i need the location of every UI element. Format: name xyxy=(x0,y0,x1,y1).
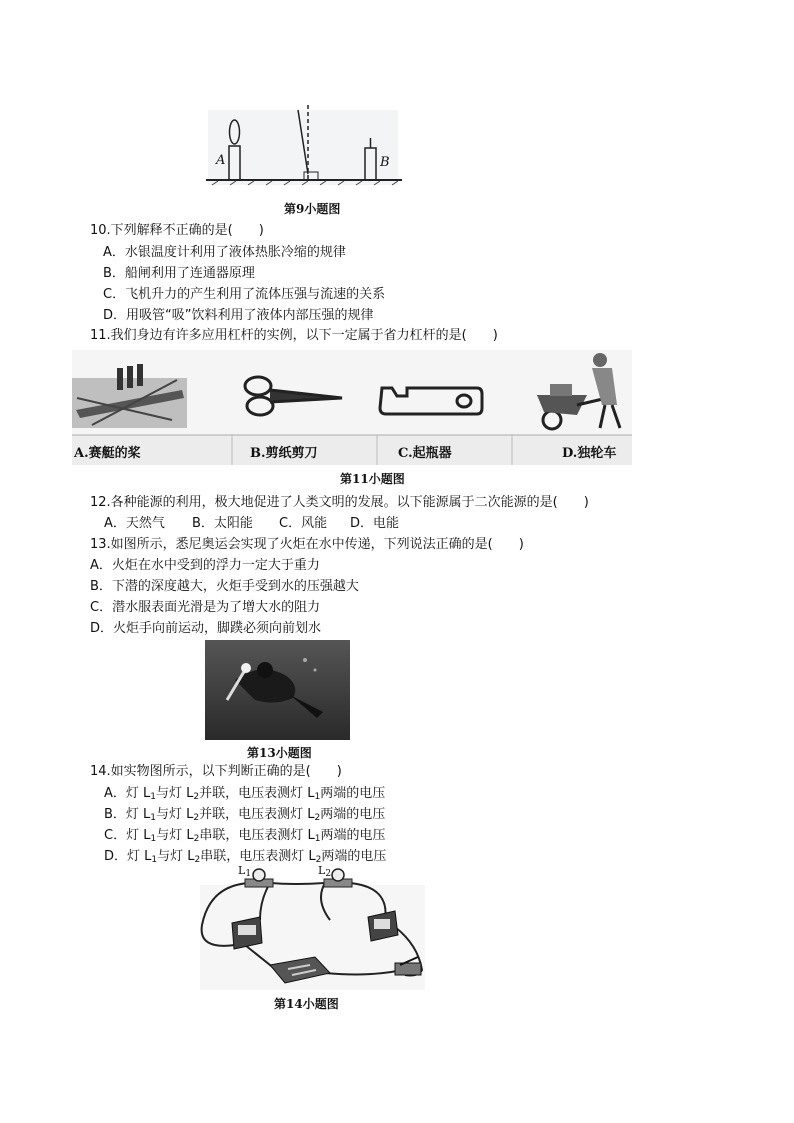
figure-14 xyxy=(190,865,435,1020)
q13-stem: 13.如图所示，悉尼奥运会实现了火炬在水中传递，下列说法正确的是( ) xyxy=(90,537,524,552)
figure-14-caption: 第14小题图 xyxy=(274,997,339,1011)
q10-stem: 10.下列解释不正确的是( ) xyxy=(90,223,264,238)
label-b: B xyxy=(380,155,390,170)
q12-option-b: B．太阳能 xyxy=(192,516,253,531)
figure-9-caption: 第9小题图 xyxy=(284,202,341,216)
q13-option-a: A．火炬在水中受到的浮力一定大于重力 xyxy=(90,558,320,573)
q10-option-c: C．飞机升力的产生利用了流体压强与流速的关系 xyxy=(103,287,386,302)
q14-option-a: A．灯 $L_1$与灯 $L_2$并联，电压表测灯 $L_1$两端的电压 xyxy=(104,786,386,802)
q13-option-d: D．火炬手向前运动，脚蹼必须向前划水 xyxy=(90,621,322,636)
q12-option-d: D．电能 xyxy=(350,516,400,531)
q11-stem: 11.我们身边有许多应用杠杆的实例，以下一定属于省力杠杆的是( ) xyxy=(90,328,498,343)
figure-9 xyxy=(200,100,410,220)
figure-13 xyxy=(205,640,350,765)
q12-option-c: C．风能 xyxy=(279,516,328,531)
figure-11 xyxy=(72,350,632,490)
q10-option-a: A．水银温度计利用了液体热胀冷缩的规律 xyxy=(103,245,346,260)
meter-icon xyxy=(368,911,398,941)
figure-13-caption: 第13小题图 xyxy=(247,746,312,760)
q10-option-b: B．船闸利用了连通器原理 xyxy=(103,266,255,281)
underwater-torch-photo xyxy=(205,640,350,740)
label-scissors: B.剪纸剪刀 xyxy=(250,446,318,461)
q13-option-b: B．下潜的深度越大，火炬手受到水的压强越大 xyxy=(90,579,359,594)
q14-option-c: C．灯 $L_1$与灯 $L_2$串联，电压表测灯 $L_1$两端的电压 xyxy=(104,828,386,844)
label-bottle-opener: C.起瓶器 xyxy=(398,446,452,461)
q13-option-c: C．潜水服表面光滑是为了增大水的阻力 xyxy=(90,600,321,615)
voltmeter-icon xyxy=(232,917,262,949)
label-l1: $L_1$ xyxy=(238,864,252,879)
circuit-diagram xyxy=(190,865,435,995)
label-wheelbarrow: D.独轮车 xyxy=(562,446,617,461)
q12-option-a: A．天然气 xyxy=(104,516,165,531)
lever-examples-illustration xyxy=(72,350,632,465)
q14-option-b: B．灯 $L_1$与灯 $L_2$并联，电压表测灯 $L_2$两端的电压 xyxy=(104,807,386,823)
q10-option-d: D．用吸管“吸”饮料利用了液体内部压强的规律 xyxy=(103,308,374,323)
q12-stem: 12.各种能源的利用，极大地促进了人类文明的发展。以下能源属于二次能源的是( ) xyxy=(90,495,589,510)
label-l2: $L_2$ xyxy=(318,864,332,879)
q14-option-d: D．灯 $L_1$与灯 $L_2$串联，电压表测灯 $L_2$两端的电压 xyxy=(104,849,387,865)
candle-mirror-diagram xyxy=(200,100,410,190)
label-rowing-oar: A.赛艇的桨 xyxy=(74,446,141,461)
figure-11-caption: 第11小题图 xyxy=(340,472,405,486)
label-a: A xyxy=(216,153,226,168)
q14-stem: 14.如实物图所示，以下判断正确的是( ) xyxy=(90,764,342,779)
